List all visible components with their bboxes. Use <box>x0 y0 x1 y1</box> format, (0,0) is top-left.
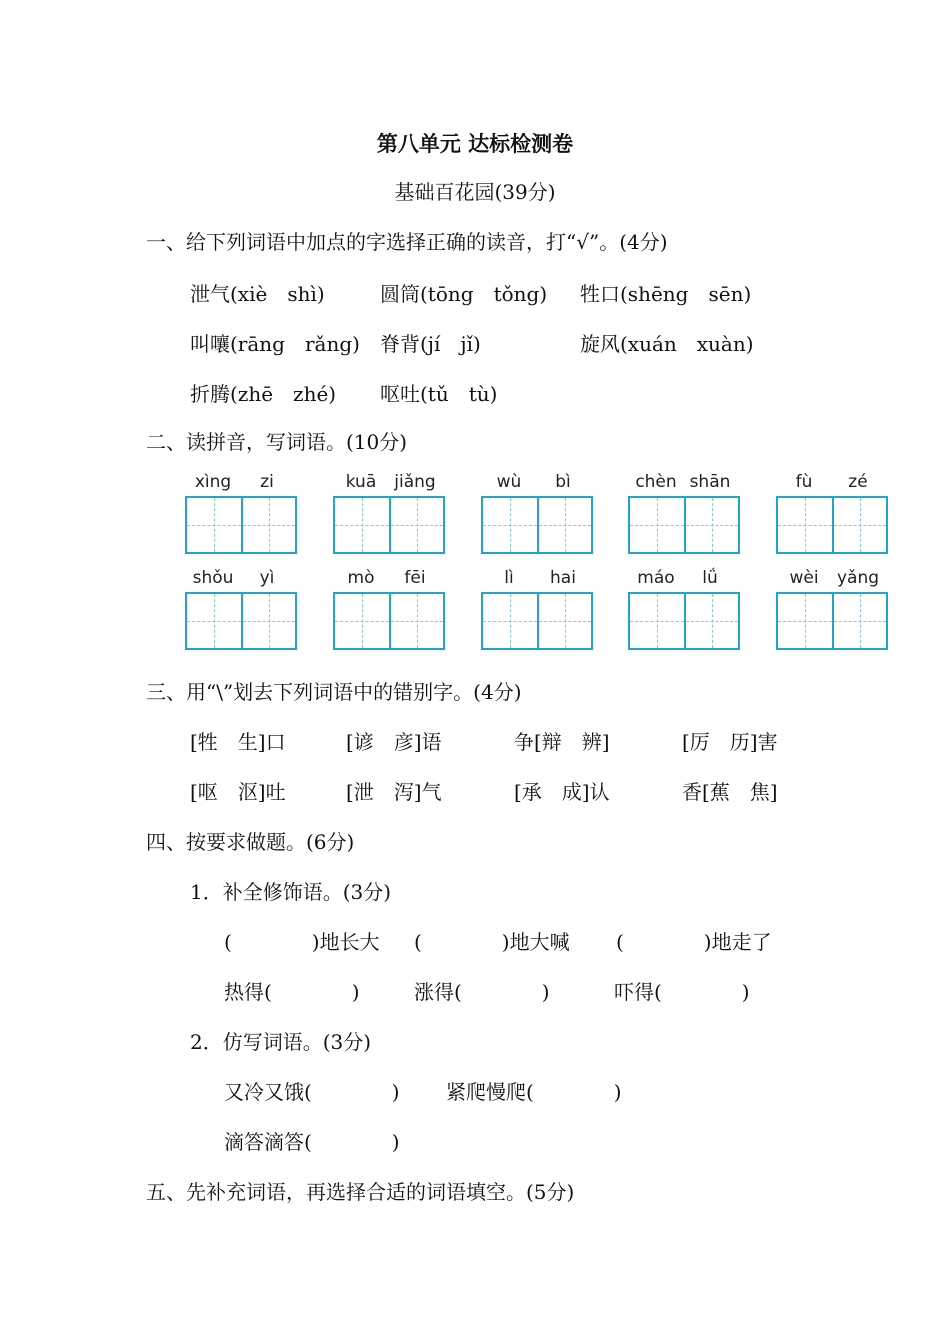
q4-part2-label: 2．仿写词语。(3分) <box>190 1030 372 1054</box>
q3-item: 香[蕉 焦] <box>682 780 778 804</box>
q1-item: 圆筒(tōng tǒng) <box>380 282 548 306</box>
writing-boxes <box>628 592 740 650</box>
q5-heading: 五、先补充词语，再选择合适的词语填空。(5分) <box>146 1180 575 1204</box>
writing-cell[interactable] <box>684 498 738 552</box>
q4-imitate-item: 滴答滴答( ) <box>224 1130 400 1154</box>
pinyin-label: xìng <box>194 472 232 492</box>
q2-heading: 二、读拼音，写词语。(10分) <box>146 430 408 454</box>
q1-item: 牲口(shēng sēn) <box>580 282 752 306</box>
writing-boxes <box>628 496 740 554</box>
writing-cell[interactable] <box>630 498 684 552</box>
q4-fill-item: 涨得( ) <box>414 980 550 1004</box>
writing-cell[interactable] <box>335 594 389 648</box>
q1-item: 呕吐(tǔ tù) <box>380 382 498 406</box>
q3-item: [厉 历]害 <box>682 730 778 754</box>
writing-cell[interactable] <box>630 594 684 648</box>
pinyin-label: shǒu <box>192 568 234 588</box>
page-title: 第八单元 达标检测卷 <box>376 132 574 156</box>
writing-cell[interactable] <box>187 498 241 552</box>
pinyin-label: kuā <box>345 472 377 492</box>
pinyin-label: jiǎng <box>394 472 436 492</box>
writing-boxes <box>185 496 297 554</box>
pinyin-label: máo <box>637 568 675 588</box>
q4-fill-item: ( )地大喊 <box>414 930 570 954</box>
q4-imitate-item: 紧爬慢爬( ) <box>446 1080 622 1104</box>
writing-cell[interactable] <box>335 498 389 552</box>
pinyin-label: shān <box>689 472 731 492</box>
pinyin-label: fēi <box>404 568 426 588</box>
q4-part1-label: 1．补全修饰语。(3分) <box>190 880 392 904</box>
pinyin-label: zé <box>848 472 868 492</box>
writing-boxes <box>481 592 593 650</box>
writing-cell[interactable] <box>778 498 832 552</box>
pinyin-label: chèn <box>635 472 677 492</box>
writing-boxes <box>776 592 888 650</box>
q3-item: [承 成]认 <box>514 780 610 804</box>
q1-heading: 一、给下列词语中加点的字选择正确的读音，打“√”。(4分) <box>146 230 668 254</box>
pinyin-label: yǎng <box>836 568 880 588</box>
section-subtitle: 基础百花园(39分) <box>394 180 556 204</box>
pinyin-label: yì <box>259 568 275 588</box>
q1-item: 泄气(xiè shì) <box>190 282 325 306</box>
writing-cell[interactable] <box>389 498 443 552</box>
writing-boxes <box>333 592 445 650</box>
q4-fill-item: ( )地长大 <box>224 930 380 954</box>
q3-item: [谚 彦]语 <box>346 730 442 754</box>
writing-cell[interactable] <box>537 498 591 552</box>
writing-cell[interactable] <box>187 594 241 648</box>
pinyin-label: wèi <box>789 568 819 588</box>
pinyin-label: lì <box>504 568 514 588</box>
q4-heading: 四、按要求做题。(6分) <box>146 830 355 854</box>
q3-item: 争[辩 辨] <box>514 730 610 754</box>
pinyin-label: fù <box>795 472 813 492</box>
q4-fill-item: ( )地走了 <box>616 930 772 954</box>
writing-cell[interactable] <box>778 594 832 648</box>
pinyin-label: bì <box>555 472 571 492</box>
writing-cell[interactable] <box>241 498 295 552</box>
q3-item: [呕 沤]吐 <box>190 780 286 804</box>
q3-item: [牲 生]口 <box>190 730 286 754</box>
writing-boxes <box>776 496 888 554</box>
pinyin-label: wù <box>496 472 522 492</box>
q1-item: 旋风(xuán xuàn) <box>580 332 754 356</box>
pinyin-label: zi <box>260 472 274 492</box>
q4-fill-item: 热得( ) <box>224 980 360 1004</box>
writing-cell[interactable] <box>832 498 886 552</box>
writing-cell[interactable] <box>389 594 443 648</box>
q3-item: [泄 泻]气 <box>346 780 442 804</box>
writing-cell[interactable] <box>483 594 537 648</box>
writing-cell[interactable] <box>483 498 537 552</box>
pinyin-label: mò <box>347 568 375 588</box>
writing-cell[interactable] <box>832 594 886 648</box>
q4-imitate-item: 又冷又饿( ) <box>224 1080 400 1104</box>
q4-fill-item: 吓得( ) <box>614 980 750 1004</box>
q1-item: 叫嚷(rāng rǎng) <box>190 332 360 356</box>
pinyin-label: lǘ <box>702 568 718 588</box>
q1-item: 脊背(jí jǐ) <box>380 332 481 356</box>
q3-heading: 三、用“\”划去下列词语中的错别字。(4分) <box>146 680 522 704</box>
q1-item: 折腾(zhē zhé) <box>190 382 337 406</box>
writing-boxes <box>333 496 445 554</box>
pinyin-label: hai <box>550 568 576 588</box>
writing-cell[interactable] <box>537 594 591 648</box>
writing-boxes <box>481 496 593 554</box>
writing-cell[interactable] <box>684 594 738 648</box>
writing-boxes <box>185 592 297 650</box>
writing-cell[interactable] <box>241 594 295 648</box>
